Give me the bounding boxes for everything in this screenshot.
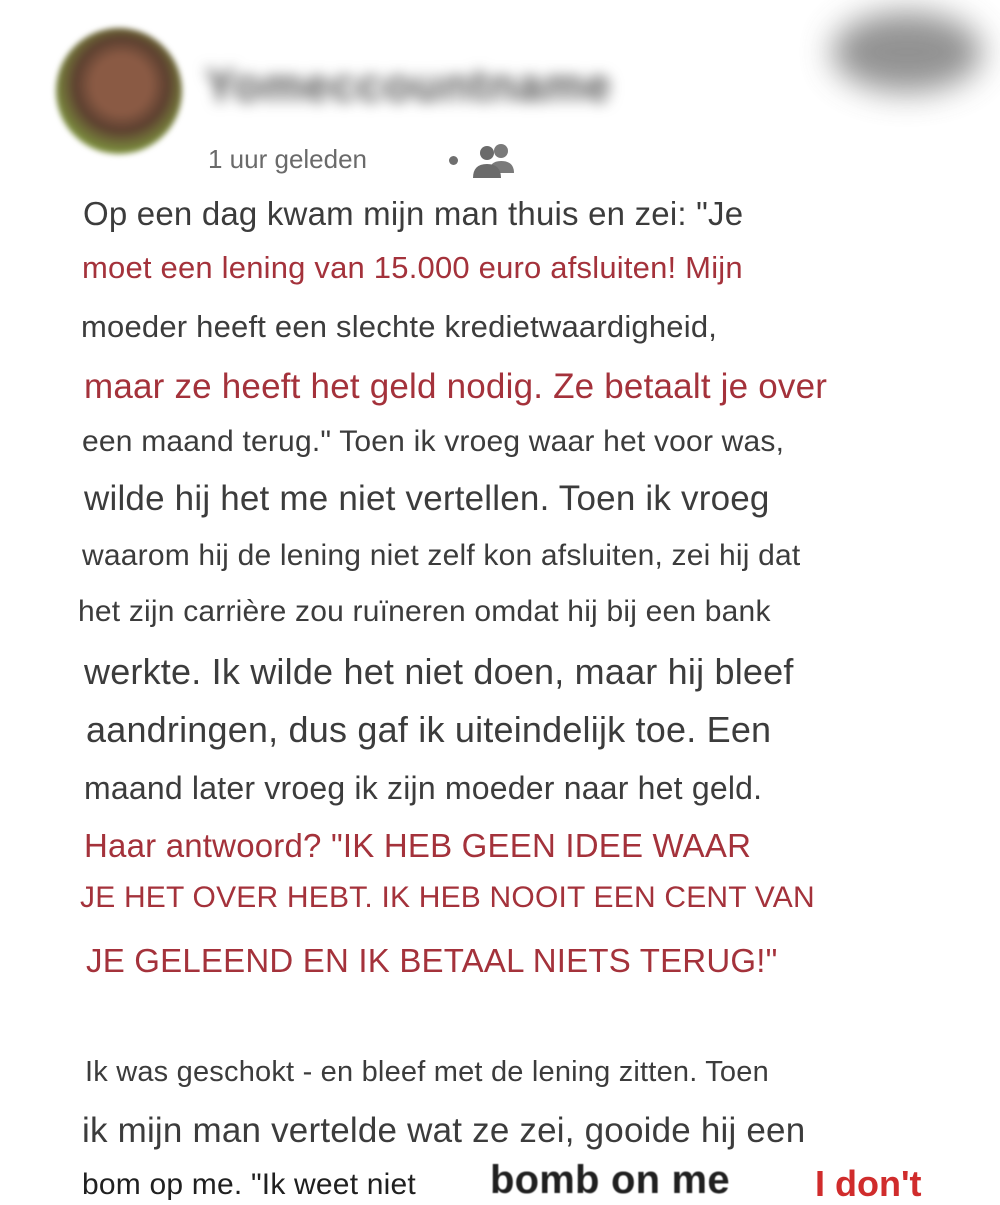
people-icon <box>470 140 520 182</box>
avatar[interactable] <box>56 28 182 154</box>
post-text-line: Op een dag kwam mijn man thuis en zei: "Je <box>83 195 744 232</box>
post-text-line: maar ze heeft het geld nodig. Ze betaalt je over <box>84 367 828 406</box>
options-menu-icon[interactable] <box>832 12 982 92</box>
post-text-line: moeder heeft een slechte kredietwaardigheid, <box>81 309 718 344</box>
post-text-line: werkte. Ik wilde het niet doen, maar hij bleef <box>84 651 794 692</box>
post-text-line: het zijn carrière zou ruïneren omdat hij bij een bank <box>78 595 771 628</box>
post-text-line: een maand terug." Toen ik vroeg waar het voor was, <box>82 425 785 458</box>
username[interactable]: Yomeccountname <box>205 59 612 111</box>
post-text-line: wilde hij het me niet vertellen. Toen ik vroeg <box>84 479 770 518</box>
overlay-caption: bomb on me <box>490 1158 730 1202</box>
post-text-line: maand later vroeg ik zijn moeder naar het geld. <box>84 770 763 806</box>
post-text-line: Haar antwoord? "IK HEB GEEN IDEE WAAR <box>84 827 752 864</box>
post-timestamp[interactable]: 1 uur geleden <box>208 144 368 174</box>
post-text-line: ik mijn man vertelde wat ze zei, gooide hij een <box>82 1111 806 1150</box>
post-text-line: JE HET OVER HEBT. IK HEB NOOIT EEN CENT VAN <box>80 881 815 914</box>
post-text-line: JE GELEEND EN IK BETAAL NIETS TERUG!" <box>86 942 778 979</box>
post-text-line: waarom hij de lening niet zelf kon afsluiten, zei hij dat <box>82 539 801 572</box>
post-text-line: aandringen, dus gaf ik uiteindelijk toe. Een <box>86 709 772 750</box>
post-text-line: moet een lening van 15.000 euro afsluiten! Mijn <box>82 250 743 285</box>
separator-dot <box>449 156 458 165</box>
overlay-red-caption: I don't <box>815 1163 922 1204</box>
post-text-line: bom op me. "Ik weet niet <box>82 1168 416 1201</box>
post-text-line: Ik was geschokt - en bleef met de lening zitten. Toen <box>85 1056 769 1088</box>
